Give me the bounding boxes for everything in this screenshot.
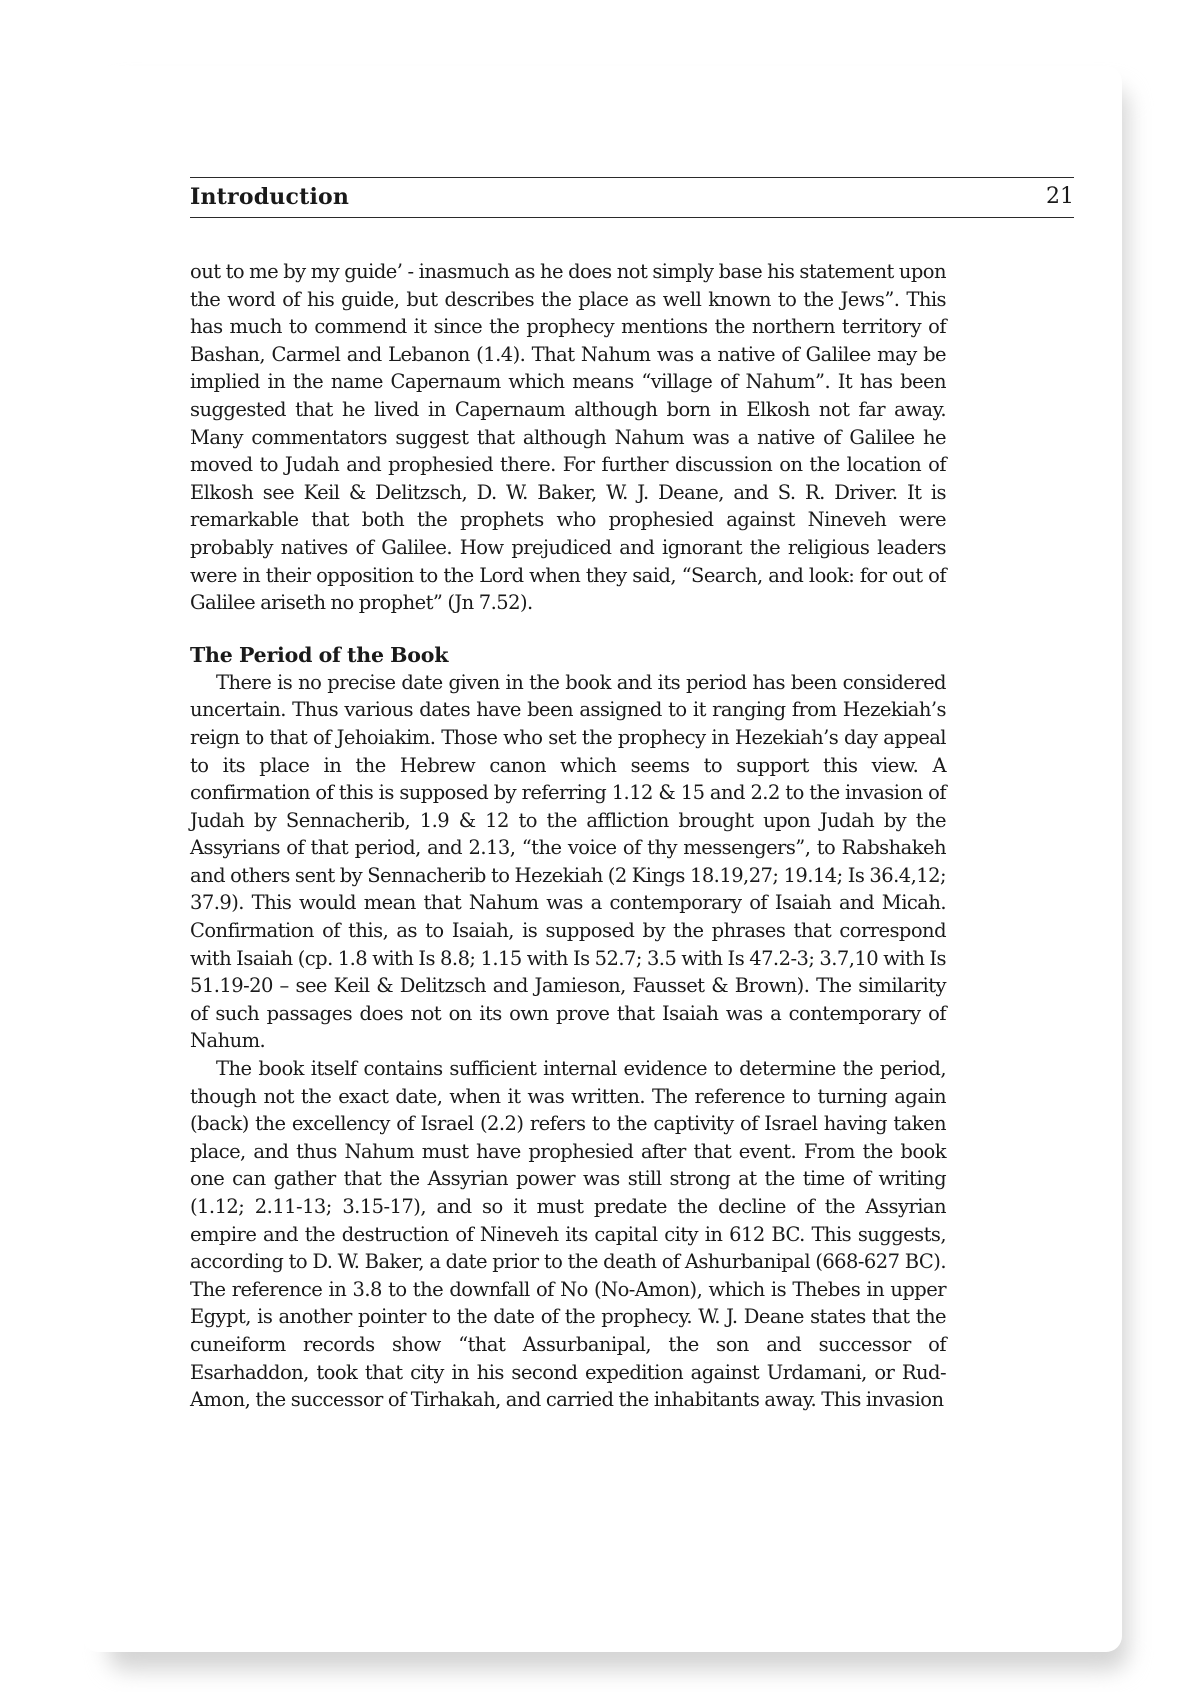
paragraph-continued: out to me by my guide’ - inasmuch as he does not simply base his statement upon the word of his guide, but describes the place as well known to the Jews”. This has much to commend it since the prophecy mentions the northern territory of Bashan, Carmel and Lebanon (1.4). That Nahum was a native of Galilee may be implied in the name Capernaum which means “village of Nahum”. It has been suggested that he lived in Capernaum although born in Elkosh not far away. Many commentators suggest that although Nahum was a native of Galilee he moved to Judah and prophesied there. For further discussion on the location of Elkosh see Keil & Delitzsch, D. W. Baker, W. J. Deane, and S. R. Driver. It is remarkable that both the prophets who prophesied against Nineveh were probably natives of Galilee. How prejudiced and ignorant the religious leaders were in their opposition to the Lord when they said, “Search, and look: for out of Galilee ariseth no prophet” (Jn 7.52).	[190, 260, 946, 615]
section-heading: The Period of the Book	[190, 642, 449, 667]
running-header	[190, 177, 1074, 218]
paragraph: There is no precise date given in the book and its period has been considered uncertain. Thus various dates have been assigned to it ranging from Hezekiah’s reign to that of Jehoiakim. Those who set the prophecy in Hezekiah’s day appeal to its place in the Hebrew canon which seems to support this view. A confirmation of this is supposed by referring 1.12 & 15 and 2.2 to the invasion of Judah by Sennacherib, 1.9 & 12 to the affliction brought upon Judah by the Assyrians of that period, and 2.13, “the voice of thy messengers”, to Rabshakeh and others sent by Sennacherib to Hezekiah (2 Kings 18.19,27; 19.14; Is 36.4,12; 37.9). This would mean that Nahum was a contemporary of Isaiah and Micah. Confirmation of this, as to Isaiah, is supposed by the phrases that correspond with Isaiah (cp. 1.8 with Is 8.8; 1.15 with Is 52.7; 3.5 with Is 47.2-3; 3.7,10 with Is 51.19-20 – see Keil & Delitzsch and Jamieson, Fausset & Brown). The similarity of such passages does not on its own prove that Isaiah was a contemporary of Nahum.	[190, 670, 946, 1053]
page-number: 21	[1046, 184, 1074, 209]
book-page	[82, 66, 1122, 1652]
running-title: Introduction	[190, 184, 350, 210]
paragraph: The book itself contains sufficient internal evidence to determine the period, though not the exact date, when it was written. The reference to turning again (back) the excellency of Israel (2.2) refers to the captivity of Israel having taken place, and thus Nahum must have prophesied after that event. From the book one can gather that the Assyrian power was still strong at the time of writing (1.12; 2.11-13; 3.15-17), and so it must predate the decline of the Assyrian empire and the destruction of Nineveh its capital city in 612 BC. This suggests, according to D. W. Baker, a date prior to the death of Ashurbanipal (668-627 BC). The reference in 3.8 to the downfall of No (No-Amon), which is Thebes in upper Egypt, is another pointer to the date of the prophecy. W. J. Deane states that the cuneiform records show “that Assurbanipal, the son and successor of Esarhaddon, took that city in his second expedition against Urdamani, or Rud-Amon, the successor of Tirhakah, and carried the inhabitants away. This invasion	[190, 1057, 946, 1412]
body-text	[190, 258, 946, 1414]
